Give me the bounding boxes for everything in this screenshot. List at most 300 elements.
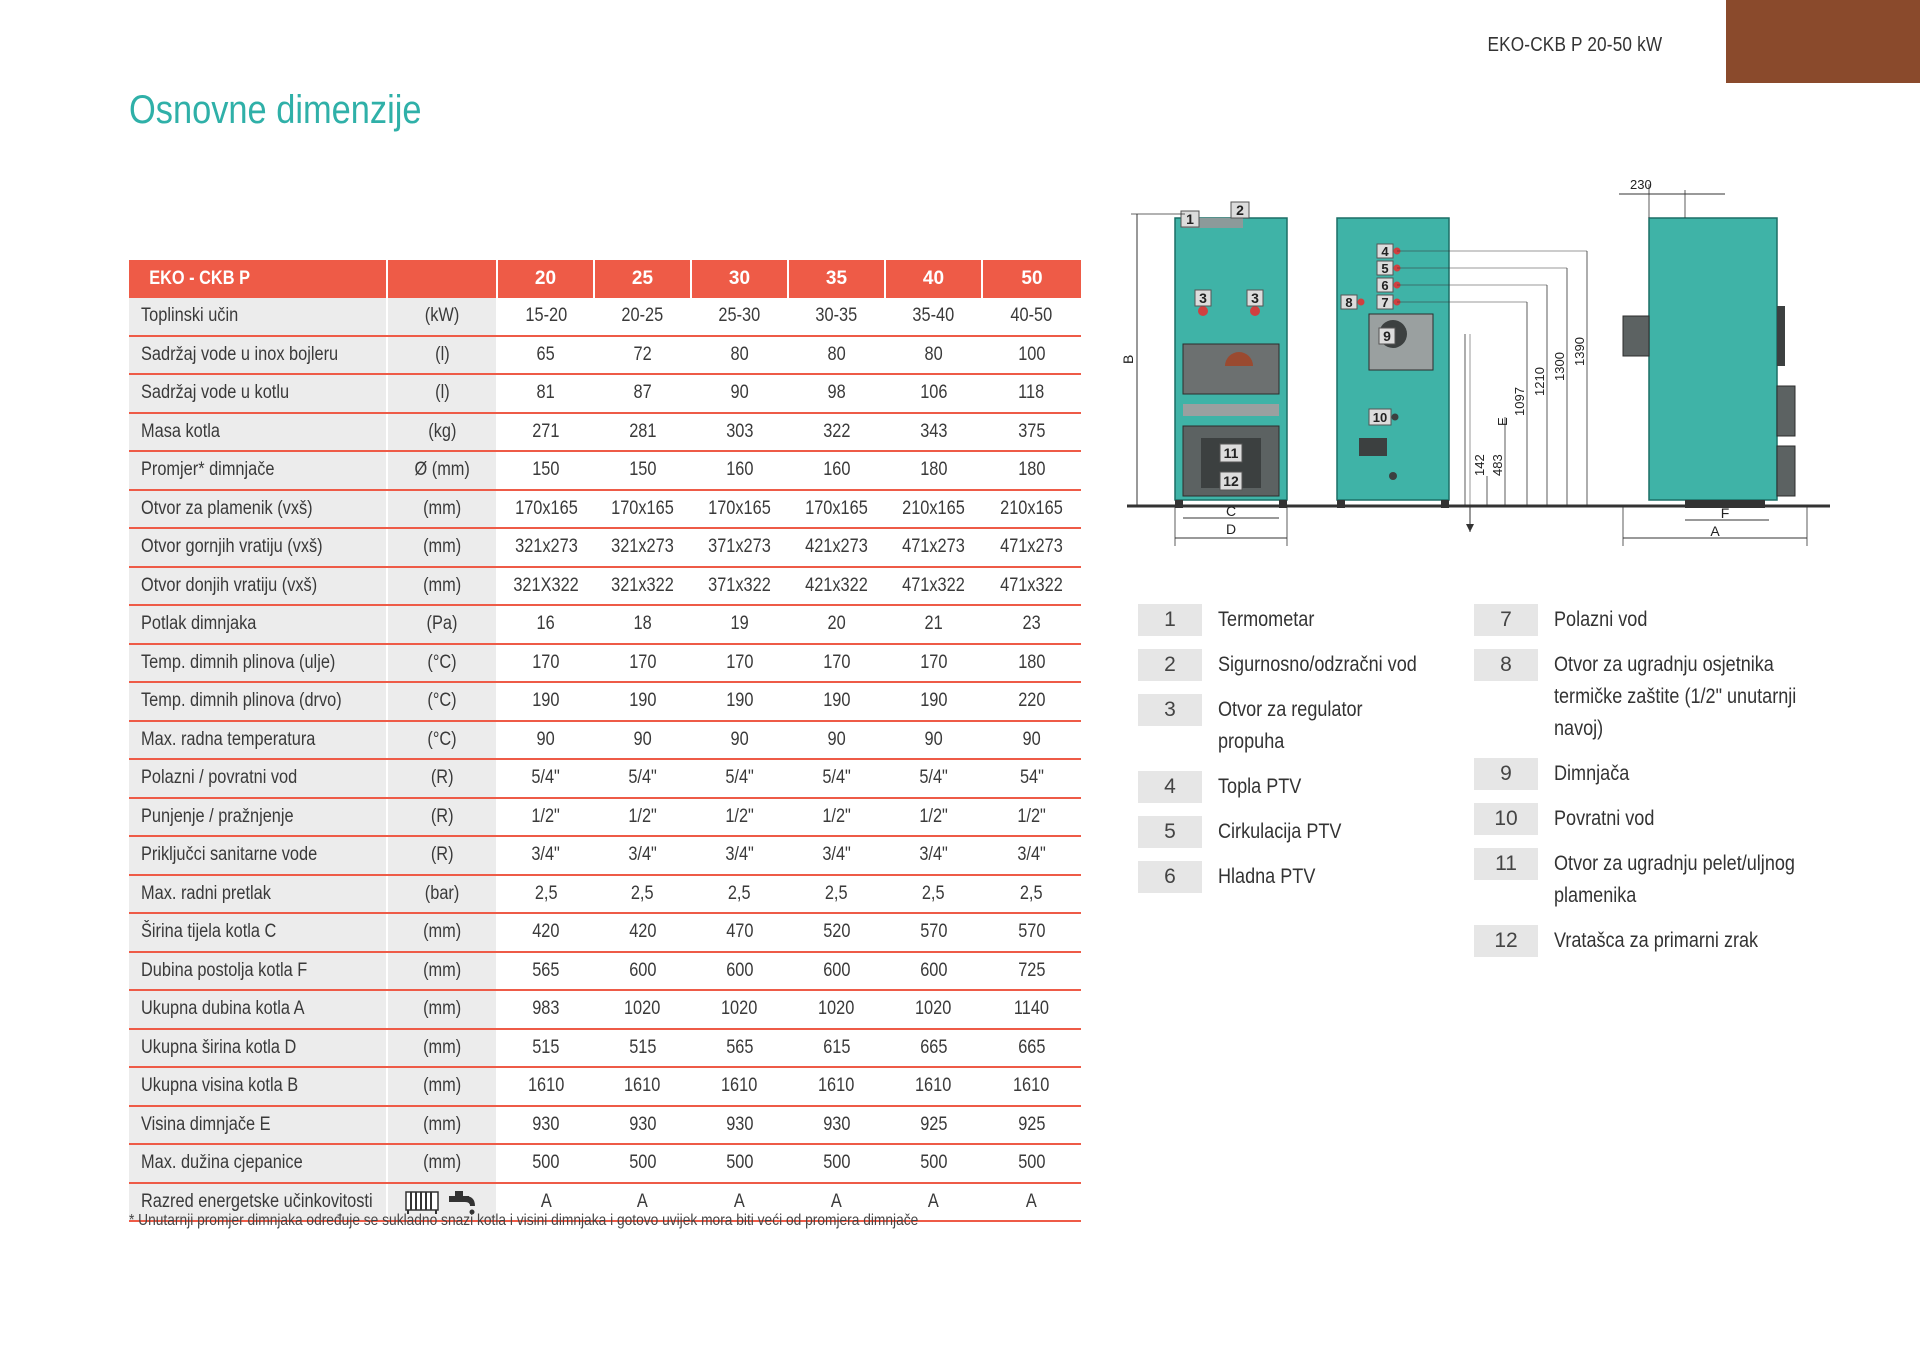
svg-text:A: A: [1710, 523, 1720, 539]
row-label: Otvor gornjih vratiju (vxš): [129, 528, 387, 567]
table-cell: 170x165: [497, 490, 594, 529]
row-unit: (mm): [387, 913, 497, 952]
table-cell: 5/4": [788, 759, 885, 798]
table-cell: 100: [982, 336, 1081, 375]
table-cell: 600: [788, 952, 885, 991]
table-cell: 16: [497, 605, 594, 644]
row-unit: (R): [387, 798, 497, 837]
table-cell: 170: [497, 644, 594, 683]
table-cell: A: [594, 1183, 691, 1222]
table-cell: 150: [497, 451, 594, 490]
table-cell: 1/2": [594, 798, 691, 837]
table-cell: 615: [788, 1029, 885, 1068]
table-row: [129, 1067, 1081, 1106]
table-row: [129, 1029, 1081, 1068]
row-unit: (Pa): [387, 605, 497, 644]
table-cell: 600: [594, 952, 691, 991]
table-cell: 160: [788, 451, 885, 490]
table-cell: 375: [982, 413, 1081, 452]
table-cell: 322: [788, 413, 885, 452]
table-cell: 925: [982, 1106, 1081, 1145]
table-cell: 90: [885, 721, 982, 760]
table-cell: 500: [594, 1144, 691, 1183]
table-cell: 421x273: [788, 528, 885, 567]
row-label: Ukupna dubina kotla A: [129, 990, 387, 1029]
table-cell: 87: [594, 374, 691, 413]
table-cell: 600: [691, 952, 788, 991]
drawing-marker: [1231, 202, 1249, 218]
table-cell: 180: [885, 451, 982, 490]
table-cell: 81: [497, 374, 594, 413]
table-row: [129, 1106, 1081, 1145]
row-unit: Ø (mm): [387, 451, 497, 490]
table-cell: 930: [497, 1106, 594, 1145]
row-label: Polazni / povratni vod: [129, 759, 387, 798]
row-label: Sadržaj vode u kotlu: [129, 374, 387, 413]
table-cell: 471x273: [982, 528, 1081, 567]
table-cell: 170x165: [788, 490, 885, 529]
table-row: [129, 298, 1081, 336]
table-row: [129, 759, 1081, 798]
table-cell: 5/4": [885, 759, 982, 798]
drawing-marker: [1369, 409, 1391, 425]
legend-number: 10: [1474, 803, 1538, 835]
legend-item: [1138, 604, 1468, 636]
table-cell: 2,5: [497, 875, 594, 914]
table-cell: 170: [594, 644, 691, 683]
svg-text:D: D: [1225, 521, 1237, 537]
legend-number: 7: [1474, 604, 1538, 636]
table-cell: 1/2": [497, 798, 594, 837]
row-label: Temp. dimnih plinova (drvo): [129, 682, 387, 721]
table-cell: 665: [982, 1029, 1081, 1068]
table-cell: 3/4": [788, 836, 885, 875]
table-cell: 343: [885, 413, 982, 452]
table-cell: 80: [788, 336, 885, 375]
column-header: 20: [497, 260, 594, 298]
table-cell: 600: [885, 952, 982, 991]
table-row: [129, 336, 1081, 375]
row-unit: (mm): [387, 567, 497, 606]
table-cell: 90: [982, 721, 1081, 760]
legend-number: 3: [1138, 694, 1202, 726]
table-row: [129, 721, 1081, 760]
table-cell: 80: [691, 336, 788, 375]
legend-text: Otvor za regulator propuha: [1218, 698, 1363, 753]
svg-text:C: C: [1225, 503, 1237, 519]
side-view: [1619, 177, 1807, 546]
table-cell: 281: [594, 413, 691, 452]
table-cell: 40-50: [982, 298, 1081, 336]
svg-text:1: 1: [1186, 211, 1194, 227]
row-label: Toplinski učin: [129, 298, 387, 336]
page-title: Osnovne dimenzije: [129, 88, 422, 132]
row-unit: (mm): [387, 1029, 497, 1068]
svg-text:6: 6: [1381, 278, 1389, 293]
legend-item: [1474, 925, 1874, 957]
model-header: EKO - CKB P: [129, 260, 387, 298]
table-cell: 665: [885, 1029, 982, 1068]
row-label: Max. dužina cjepanice: [129, 1144, 387, 1183]
drawing-marker: [1181, 211, 1199, 227]
table-cell: 1610: [982, 1067, 1081, 1106]
table-row: [129, 875, 1081, 914]
row-unit: (R): [387, 836, 497, 875]
row-unit: (kg): [387, 413, 497, 452]
table-row: [129, 952, 1081, 991]
svg-text:10: 10: [1372, 410, 1388, 425]
table-cell: 520: [788, 913, 885, 952]
table-row: [129, 836, 1081, 875]
table-cell: 90: [691, 374, 788, 413]
table-cell: 106: [885, 374, 982, 413]
table-cell: 90: [497, 721, 594, 760]
row-unit: (mm): [387, 1106, 497, 1145]
table-cell: 321x273: [594, 528, 691, 567]
table-cell: 170x165: [594, 490, 691, 529]
row-unit: (°C): [387, 682, 497, 721]
table-cell: 118: [982, 374, 1081, 413]
unit-header: [387, 260, 497, 298]
table-cell: A: [788, 1183, 885, 1222]
table-cell: 420: [497, 913, 594, 952]
drawing-marker: [1247, 290, 1263, 306]
svg-text:142: 142: [1472, 454, 1487, 476]
row-label: Ukupna visina kotla B: [129, 1067, 387, 1106]
table-cell: 1/2": [982, 798, 1081, 837]
table-cell: 321x273: [497, 528, 594, 567]
legend-number: 2: [1138, 649, 1202, 681]
table-cell: 500: [497, 1144, 594, 1183]
row-unit: (bar): [387, 875, 497, 914]
legend-text: Topla PTV: [1218, 775, 1302, 798]
legend-text: Cirkulacija PTV: [1218, 820, 1342, 843]
table-cell: 565: [691, 1029, 788, 1068]
legend-number: 8: [1474, 649, 1538, 681]
row-label: Temp. dimnih plinova (ulje): [129, 644, 387, 683]
row-unit: (kW): [387, 298, 497, 336]
legend-item: [1474, 649, 1874, 745]
svg-text:12: 12: [1223, 473, 1239, 489]
svg-text:230: 230: [1630, 177, 1652, 192]
table-cell: 471x273: [885, 528, 982, 567]
table-cell: 160: [691, 451, 788, 490]
table-cell: A: [982, 1183, 1081, 1222]
legend-text: Polazni vod: [1554, 608, 1648, 631]
table-cell: 20: [788, 605, 885, 644]
table-cell: 2,5: [594, 875, 691, 914]
table-row: [129, 1144, 1081, 1183]
table-cell: 20-25: [594, 298, 691, 336]
table-cell: 180: [982, 451, 1081, 490]
table-cell: 930: [691, 1106, 788, 1145]
table-cell: 25-30: [691, 298, 788, 336]
legend-text: Otvor za ugradnju pelet/uljnog plamenika: [1554, 852, 1795, 907]
svg-text:F: F: [1720, 505, 1730, 521]
row-label: Promjer* dimnjače: [129, 451, 387, 490]
column-header: 35: [788, 260, 885, 298]
table-row: [129, 567, 1081, 606]
row-label: Priključci sanitarne vode: [129, 836, 387, 875]
legend-item: [1138, 861, 1468, 893]
row-unit: (mm): [387, 490, 497, 529]
table-cell: 983: [497, 990, 594, 1029]
row-unit: (°C): [387, 721, 497, 760]
drawing-marker: [1377, 278, 1393, 293]
table-cell: 1140: [982, 990, 1081, 1029]
table-cell: 30-35: [788, 298, 885, 336]
table-row: [129, 374, 1081, 413]
back-view: [1337, 218, 1587, 532]
svg-text:483: 483: [1490, 454, 1505, 476]
table-cell: 1020: [691, 990, 788, 1029]
legend-number: 11: [1474, 848, 1538, 880]
table-cell: 421x322: [788, 567, 885, 606]
drawing-marker: [1220, 472, 1242, 490]
table-cell: A: [497, 1183, 594, 1222]
table-cell: 1/2": [885, 798, 982, 837]
table-cell: 21: [885, 605, 982, 644]
svg-text:1097: 1097: [1512, 387, 1527, 416]
table-cell: 471x322: [982, 567, 1081, 606]
row-label: Max. radna temperatura: [129, 721, 387, 760]
table-cell: 35-40: [885, 298, 982, 336]
table-cell: 190: [594, 682, 691, 721]
table-cell: 150: [594, 451, 691, 490]
table-cell: 500: [691, 1144, 788, 1183]
table-cell: 570: [885, 913, 982, 952]
table-cell: 500: [885, 1144, 982, 1183]
svg-text:3: 3: [1199, 290, 1207, 306]
table-cell: 1/2": [788, 798, 885, 837]
legend-number: 4: [1138, 771, 1202, 803]
legend-text: Vratašca za primarni zrak: [1554, 929, 1759, 952]
table-cell: 23: [982, 605, 1081, 644]
svg-text:4: 4: [1381, 244, 1389, 259]
row-label: Širina tijela kotla C: [129, 913, 387, 952]
row-label: Masa kotla: [129, 413, 387, 452]
svg-text:1390: 1390: [1572, 337, 1587, 366]
row-unit: (mm): [387, 1067, 497, 1106]
drawing-marker: [1377, 261, 1393, 276]
table-cell: 2,5: [691, 875, 788, 914]
document-id: EKO-CKB P 20-50 kW: [1487, 34, 1662, 56]
table-row: [129, 490, 1081, 529]
row-label: Punjenje / pražnjenje: [129, 798, 387, 837]
legend-item: [1474, 848, 1874, 912]
table-cell: 1020: [885, 990, 982, 1029]
table-row: [129, 528, 1081, 567]
table-row: [129, 798, 1081, 837]
svg-text:7: 7: [1381, 295, 1389, 310]
table-cell: 2,5: [885, 875, 982, 914]
table-cell: 1020: [788, 990, 885, 1029]
table-cell: 170: [885, 644, 982, 683]
table-cell: 515: [497, 1029, 594, 1068]
table-cell: 170: [788, 644, 885, 683]
row-unit: (mm): [387, 1144, 497, 1183]
table-cell: A: [885, 1183, 982, 1222]
row-unit: (°C): [387, 644, 497, 683]
table-cell: 271: [497, 413, 594, 452]
table-row: [129, 913, 1081, 952]
svg-text:3: 3: [1251, 290, 1259, 306]
table-cell: 5/4": [594, 759, 691, 798]
legend-number: 1: [1138, 604, 1202, 636]
table-header-row: [129, 260, 1081, 298]
column-header: 30: [691, 260, 788, 298]
legend-text: Sigurnosno/odzračni vod: [1218, 653, 1417, 676]
legend-item: [1138, 771, 1468, 803]
legend-text: Termometar: [1218, 608, 1315, 631]
table-cell: 190: [691, 682, 788, 721]
table-cell: 371x273: [691, 528, 788, 567]
row-unit: (l): [387, 374, 497, 413]
row-unit: (mm): [387, 528, 497, 567]
table-cell: 420: [594, 913, 691, 952]
table-cell: 303: [691, 413, 788, 452]
table-cell: 210x165: [982, 490, 1081, 529]
row-unit: (R): [387, 759, 497, 798]
table-cell: 471x322: [885, 567, 982, 606]
legend-item: [1474, 803, 1874, 835]
row-label: Ukupna širina kotla D: [129, 1029, 387, 1068]
legend-number: 5: [1138, 816, 1202, 848]
table-cell: 2,5: [982, 875, 1081, 914]
table-cell: 515: [594, 1029, 691, 1068]
row-label: Sadržaj vode u inox bojleru: [129, 336, 387, 375]
table-row: [129, 644, 1081, 683]
column-header: 25: [594, 260, 691, 298]
drawing-marker: [1195, 290, 1211, 306]
drawing-marker: [1220, 444, 1242, 462]
table-cell: 5/4": [691, 759, 788, 798]
row-label: Otvor za plamenik (vxš): [129, 490, 387, 529]
table-cell: 54": [982, 759, 1081, 798]
legend-text: Povratni vod: [1554, 807, 1655, 830]
table-cell: 65: [497, 336, 594, 375]
boiler-drawing: [1120, 176, 1835, 556]
table-cell: 570: [982, 913, 1081, 952]
svg-text:5: 5: [1381, 261, 1389, 276]
table-cell: 98: [788, 374, 885, 413]
brand-color-block: [1726, 0, 1920, 83]
table-cell: 470: [691, 913, 788, 952]
row-label: Potlak dimnjaka: [129, 605, 387, 644]
row-label: Max. radni pretlak: [129, 875, 387, 914]
table-cell: 5/4": [497, 759, 594, 798]
svg-text:11: 11: [1223, 445, 1239, 461]
table-cell: 500: [982, 1144, 1081, 1183]
table-cell: 190: [885, 682, 982, 721]
row-label: Razred energetske učinkovitosti: [129, 1183, 387, 1222]
svg-text:E: E: [1495, 417, 1510, 426]
table-cell: 1610: [497, 1067, 594, 1106]
table-cell: 170x165: [691, 490, 788, 529]
table-cell: 725: [982, 952, 1081, 991]
column-header: 40: [885, 260, 982, 298]
drawing-marker: [1377, 244, 1393, 259]
table-cell: 565: [497, 952, 594, 991]
table-cell: 1610: [691, 1067, 788, 1106]
legend-number: 9: [1474, 758, 1538, 790]
table-cell: 18: [594, 605, 691, 644]
drawing-marker: [1341, 295, 1357, 310]
legend-number: 12: [1474, 925, 1538, 957]
svg-text:B: B: [1120, 354, 1136, 364]
row-label: Otvor donjih vratiju (vxš): [129, 567, 387, 606]
table-cell: 3/4": [594, 836, 691, 875]
drawing-marker: [1379, 328, 1395, 344]
table-cell: 90: [691, 721, 788, 760]
legend-text: Otvor za ugradnju osjetnika termičke zaštite (1/2" unutarnji navoj): [1554, 653, 1797, 740]
row-label: Visina dimnjače E: [129, 1106, 387, 1145]
table-cell: 925: [885, 1106, 982, 1145]
table-cell: 3/4": [885, 836, 982, 875]
table-cell: 19: [691, 605, 788, 644]
legend-text: Hladna PTV: [1218, 865, 1316, 888]
legend-text: Dimnjača: [1554, 762, 1630, 785]
table-cell: 15-20: [497, 298, 594, 336]
table-cell: 3/4": [497, 836, 594, 875]
row-label: Dubina postolja kotla F: [129, 952, 387, 991]
table-cell: 90: [594, 721, 691, 760]
drawing-marker: [1377, 295, 1393, 310]
footnote: * Unutarnji promjer dimnjaka određuje se sukladno snazi kotla i visini dimnjaka i gotovo uvijek mora biti veći od promjera dimnjače: [129, 1212, 919, 1229]
svg-text:9: 9: [1383, 328, 1391, 344]
table-cell: 72: [594, 336, 691, 375]
svg-text:1210: 1210: [1532, 367, 1547, 396]
table-cell: 1610: [885, 1067, 982, 1106]
table-cell: 210x165: [885, 490, 982, 529]
table-cell: 1/2": [691, 798, 788, 837]
legend-right: [1474, 604, 1874, 970]
legend-item: [1474, 604, 1874, 636]
legend-item: [1474, 758, 1874, 790]
spec-table: [129, 260, 1081, 1222]
legend-item: [1138, 649, 1468, 681]
svg-text:1300: 1300: [1552, 352, 1567, 381]
table-cell: 190: [788, 682, 885, 721]
row-unit: (mm): [387, 990, 497, 1029]
table-row: [129, 682, 1081, 721]
table-row: [129, 451, 1081, 490]
table-cell: 930: [788, 1106, 885, 1145]
row-unit: (mm): [387, 952, 497, 991]
table-cell: 90: [788, 721, 885, 760]
table-cell: 321x322: [594, 567, 691, 606]
table-cell: 170: [691, 644, 788, 683]
table-cell: 80: [885, 336, 982, 375]
table-cell: 3/4": [691, 836, 788, 875]
table-cell: 371x322: [691, 567, 788, 606]
legend-number: 6: [1138, 861, 1202, 893]
column-header: 50: [982, 260, 1081, 298]
table-cell: 1610: [788, 1067, 885, 1106]
svg-text:2: 2: [1236, 202, 1244, 218]
legend-item: [1138, 694, 1468, 758]
table-cell: 3/4": [982, 836, 1081, 875]
row-unit: (l): [387, 336, 497, 375]
table-cell: 220: [982, 682, 1081, 721]
table-cell: 1610: [594, 1067, 691, 1106]
table-row: [129, 605, 1081, 644]
table-row: [129, 413, 1081, 452]
radiator-icon: [405, 1190, 439, 1214]
table-cell: 930: [594, 1106, 691, 1145]
svg-text:8: 8: [1345, 295, 1353, 310]
table-cell: 321X322: [497, 567, 594, 606]
